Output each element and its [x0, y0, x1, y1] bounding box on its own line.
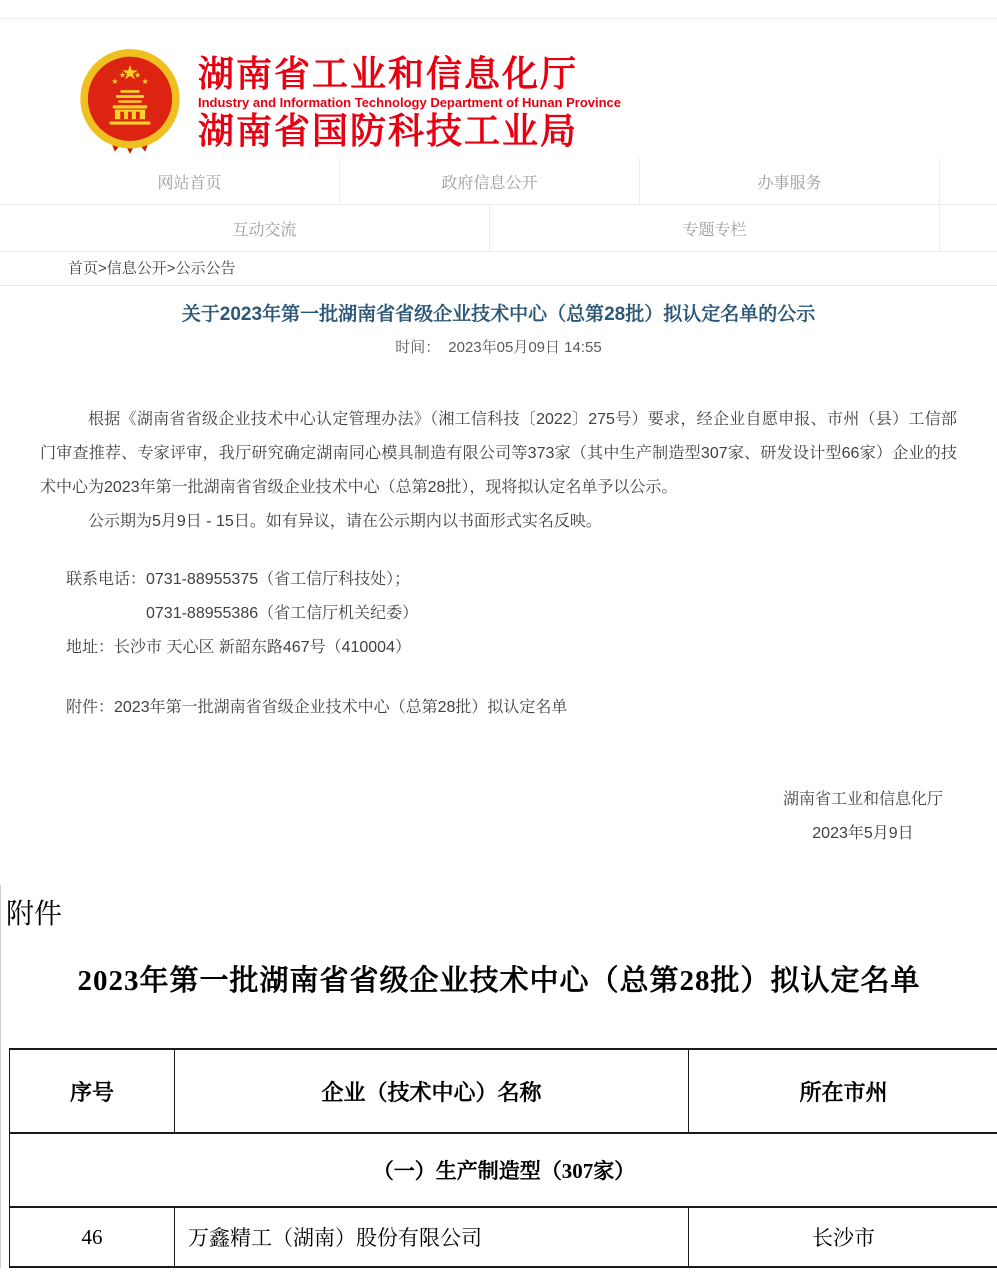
cell-enterprise-name: 万鑫精工（湖南）股份有限公司 [175, 1207, 689, 1267]
org-name-cn-primary: 湖南省工业和信息化厅 [198, 53, 579, 94]
attachment-label: 附件 [6, 899, 63, 930]
breadcrumb[interactable]: 首页>信息公开>公示公告 [68, 260, 236, 277]
contact-address: 地址：长沙市 天心区 新韶东路467号（410004） [66, 639, 411, 656]
org-name-cn-secondary: 湖南省国防科技工业局 [198, 110, 579, 151]
nav-item-services[interactable]: 办事服务 [640, 158, 940, 204]
notice-title: 关于2023年第一批湖南省省级企业技术中心（总第28批）拟认定名单的公示 [181, 304, 816, 325]
contact-phone-1: 联系电话：0731-88955375（省工信厅科技处）； [66, 571, 411, 588]
cell-city: 长沙市 [689, 1207, 997, 1267]
national-emblem-icon [76, 48, 184, 156]
notice-paragraph-1: 根据《湖南省省级企业技术中心认定管理办法》（湘工信科技〔2022〕275号）要求，经企业自愿申报、市州（县）工信部门审查推荐、专家评审，我厅研究确定湖南同心模具制造有限公司等373家（其中生产制造型307家、研发设计型66家）企业的技术中心为2023年第一批湖南省省级企业技术中心（总第28批），现将拟认定名单予以公示。 [40, 411, 957, 496]
nav-item-home[interactable]: 网站首页 [40, 158, 340, 204]
main-nav-row-2 [0, 205, 997, 252]
section-row-label: （一）生产制造型（307家） [10, 1133, 997, 1207]
nav-item-special-topics[interactable]: 专题专栏 [490, 205, 940, 251]
contact-block [40, 563, 957, 665]
table-row [10, 1207, 997, 1267]
signature-org: 湖南省工业和信息化厅 [782, 791, 943, 808]
header-enterprise-name: 企业（技术中心）名称 [175, 1049, 689, 1133]
main-nav-row-1 [0, 158, 997, 205]
table-section-row [10, 1133, 997, 1207]
header-serial-number: 序号 [10, 1049, 175, 1133]
publish-time-line [40, 337, 957, 359]
cell-serial-number: 46 [10, 1207, 175, 1267]
site-masthead [0, 0, 997, 158]
notice-paragraph-2: 公示期为5月9日 - 15日。如有异议，请在公示期内以书面形式实名反映。 [88, 513, 602, 530]
org-name-en: Industry and Information Technology Department of Hunan Province [198, 95, 622, 110]
publish-time-label: 时间： [395, 339, 441, 356]
nav-item-interaction[interactable]: 互动交流 [40, 205, 490, 251]
page-top-divider [0, 18, 997, 19]
attachment-title: 2023年第一批湖南省省级企业技术中心（总第28批）拟认定名单 [77, 965, 921, 997]
signature-block [40, 783, 957, 851]
nav-item-gov-info[interactable]: 政府信息公开 [340, 158, 640, 204]
signature-date: 2023年5月9日 [812, 825, 914, 842]
table-header-row [10, 1049, 997, 1133]
approved-centers-table [9, 1048, 997, 1268]
attachment-reference-line: 附件：2023年第一批湖南省省级企业技术中心（总第28批）拟认定名单 [66, 699, 568, 716]
attachment-document [0, 885, 997, 1268]
publish-time-value: 2023年05月09日 14:55 [448, 339, 602, 356]
breadcrumb-bar [0, 252, 997, 286]
contact-phone-2: 0731-88955386（省工信厅机关纪委） [146, 605, 419, 622]
header-city: 所在市州 [689, 1049, 997, 1133]
notice-article [0, 302, 997, 851]
